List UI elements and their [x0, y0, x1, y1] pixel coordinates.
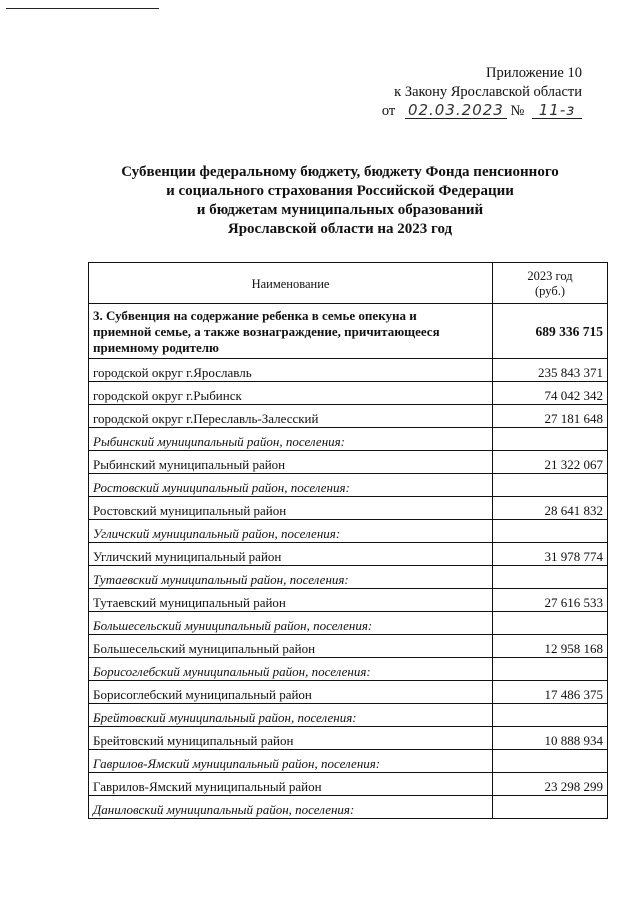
- row-name: Брейтовский муниципальный район, поселения:: [89, 704, 493, 727]
- row-name: городской округ г.Рыбинск: [89, 382, 493, 405]
- row-amount: [493, 566, 608, 589]
- appendix-title: Приложение 10: [486, 65, 582, 81]
- row-name: Борисоглебский муниципальный район, поселения:: [89, 658, 493, 681]
- row-name: Ростовский муниципальный район: [89, 497, 493, 520]
- table-row: [89, 704, 608, 727]
- table-row: [89, 451, 608, 474]
- table-row: [89, 773, 608, 796]
- subvention-table: [88, 262, 608, 819]
- header-amount-year: 2023 год: [527, 269, 573, 283]
- document-title: [80, 163, 600, 239]
- title-line-2: и социального страхования Российской Федерации: [166, 183, 514, 199]
- row-name: Тутаевский муниципальный район: [89, 589, 493, 612]
- table-row: [89, 796, 608, 819]
- row-amount: [493, 612, 608, 635]
- table-row: [89, 405, 608, 428]
- table-row: [89, 612, 608, 635]
- title-line-4: Ярославской области на 2023 год: [227, 221, 453, 237]
- row-name: Большесельский муниципальный район, поселения:: [89, 612, 493, 635]
- header-amount: [493, 263, 608, 304]
- total-name-line-3: приемному родителю: [93, 340, 219, 355]
- row-name: Гаврилов-Ямский муниципальный район: [89, 773, 493, 796]
- table-row: [89, 750, 608, 773]
- row-amount: [493, 750, 608, 773]
- row-name: городской округ г.Ярославль: [89, 359, 493, 382]
- handwritten-number: 11-з: [532, 102, 582, 119]
- row-name: Большесельский муниципальный район: [89, 635, 493, 658]
- total-amount: 689 336 715: [493, 304, 608, 359]
- row-amount: 23 298 299: [493, 773, 608, 796]
- total-name: [89, 304, 493, 359]
- table-row: [89, 589, 608, 612]
- table-row: [89, 727, 608, 750]
- table-row: [89, 635, 608, 658]
- row-name: Рыбинский муниципальный район: [89, 451, 493, 474]
- row-amount: 27 616 533: [493, 589, 608, 612]
- row-amount: 21 322 067: [493, 451, 608, 474]
- appendix-block: [382, 64, 582, 121]
- row-amount: [493, 658, 608, 681]
- row-amount: [493, 520, 608, 543]
- row-amount: [493, 796, 608, 819]
- row-name: Угличский муниципальный район, поселения:: [89, 520, 493, 543]
- row-name: Угличский муниципальный район: [89, 543, 493, 566]
- row-name: Тутаевский муниципальный район, поселения:: [89, 566, 493, 589]
- table-row: [89, 658, 608, 681]
- row-amount: 74 042 342: [493, 382, 608, 405]
- appendix-date-line: [382, 102, 582, 121]
- row-amount: [493, 474, 608, 497]
- row-name: Рыбинский муниципальный район, поселения:: [89, 428, 493, 451]
- from-label: от: [381, 103, 396, 119]
- row-amount: 12 958 168: [493, 635, 608, 658]
- total-row: [89, 304, 608, 359]
- table-row: [89, 474, 608, 497]
- total-name-line-1: 3. Субвенция на содержание ребенка в семье опекуна и: [93, 308, 417, 323]
- row-amount: [493, 428, 608, 451]
- row-amount: 235 843 371: [493, 359, 608, 382]
- handwritten-date: 02.03.2023: [405, 102, 507, 119]
- table-row: [89, 428, 608, 451]
- row-name: Даниловский муниципальный район, поселения:: [89, 796, 493, 819]
- row-name: Гаврилов-Ямский муниципальный район, поселения:: [89, 750, 493, 773]
- row-amount: [493, 704, 608, 727]
- row-amount: 28 641 832: [493, 497, 608, 520]
- table-header-row: [89, 263, 608, 304]
- row-name: Борисоглебский муниципальный район: [89, 681, 493, 704]
- header-rule: [6, 8, 159, 9]
- header-name: Наименование: [89, 263, 493, 304]
- row-name: Брейтовский муниципальный район: [89, 727, 493, 750]
- table-row: [89, 681, 608, 704]
- total-name-line-2: приемной семье, а также вознаграждение, причитающееся: [93, 324, 440, 339]
- title-line-3: и бюджетам муниципальных образований: [196, 202, 484, 218]
- title-line-1: Субвенции федеральному бюджету, бюджету Фонда пенсионного: [121, 164, 559, 180]
- row-amount: 31 978 774: [493, 543, 608, 566]
- number-label: №: [510, 103, 525, 119]
- header-amount-unit: (руб.): [535, 284, 565, 298]
- row-amount: 10 888 934: [493, 727, 608, 750]
- table-row: [89, 543, 608, 566]
- row-amount: 27 181 648: [493, 405, 608, 428]
- table-row: [89, 497, 608, 520]
- row-name: Ростовский муниципальный район, поселения:: [89, 474, 493, 497]
- table-row: [89, 566, 608, 589]
- table-row: [89, 520, 608, 543]
- table-row: [89, 359, 608, 382]
- appendix-law: к Закону Ярославской области: [394, 84, 582, 100]
- row-name: городской округ г.Переславль-Залесский: [89, 405, 493, 428]
- row-amount: 17 486 375: [493, 681, 608, 704]
- table-row: [89, 382, 608, 405]
